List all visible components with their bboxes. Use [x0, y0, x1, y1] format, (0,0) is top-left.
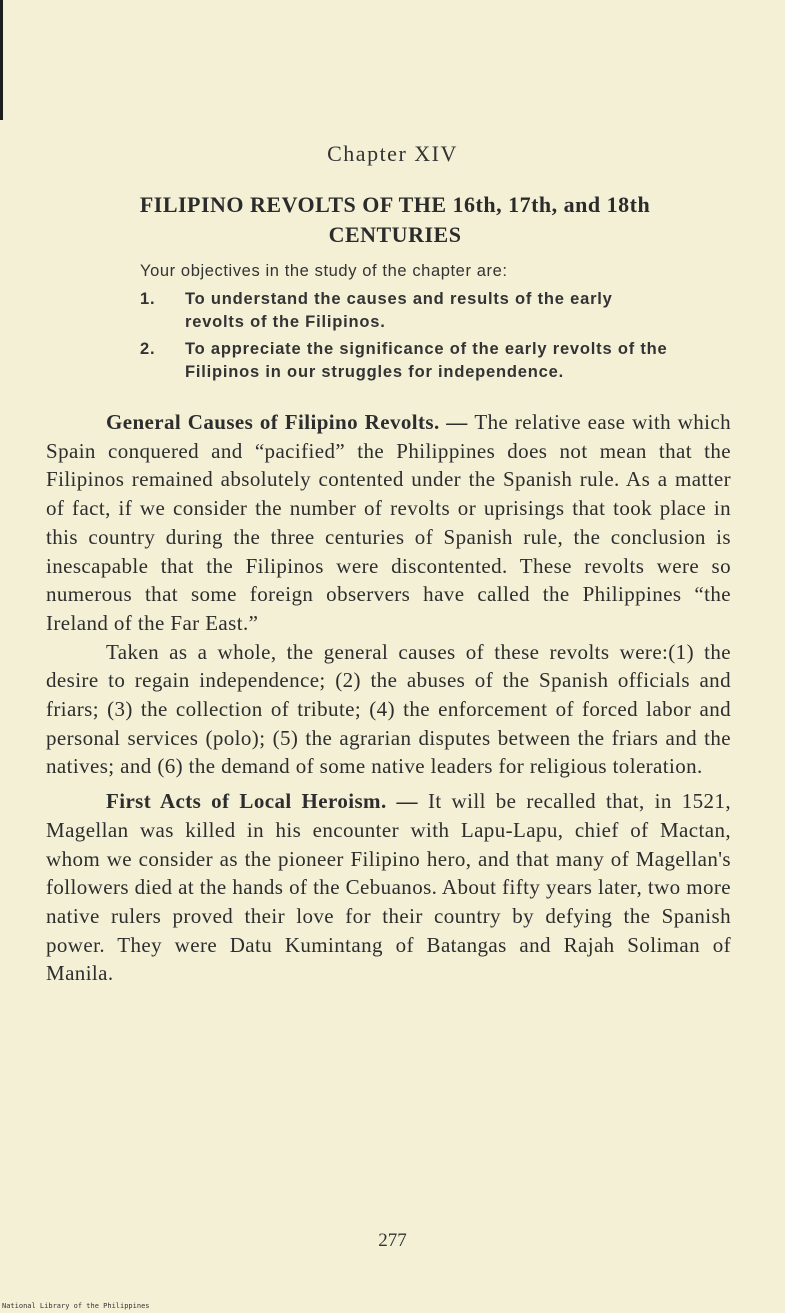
paragraph-text: It will be recalled that, in 1521, Magellan was killed in his encounter with Lapu-Lapu, chief of Mactan, whom we consider as the pioneer Filipino hero, and that many of Magellan's followers died at the hands of the Cebuanos. About fifty years later, two more native rulers proved their love for their country by defying the Spanish power. They were Datu Kumintang of Batangas and Rajah Soliman of Manila. — [46, 789, 732, 986]
paragraph-local-heroism — [46, 787, 731, 988]
section-heading: First Acts of Local Heroism. — — [106, 789, 428, 814]
objective-item — [140, 288, 670, 334]
objective-text: To understand the causes and results of the early revolts of the Filipinos. — [185, 290, 613, 331]
chapter-title-line-2: CENTURIES — [328, 222, 462, 247]
paragraph-causes-list — [46, 638, 731, 782]
objective-number: 2. — [140, 340, 156, 358]
objective-item — [140, 338, 670, 384]
paragraph-general-causes — [46, 408, 731, 638]
objectives-box — [140, 260, 670, 388]
section-heading: General Causes of Filipino Revolts. — — [106, 410, 475, 434]
objectives-intro: Your objectives in the study of the chapter are: — [140, 262, 508, 280]
body-text — [46, 408, 731, 988]
chapter-title-line-1: FILIPINO REVOLTS OF THE 16th, 17th, and 18th — [139, 192, 651, 217]
paragraph-text: Taken as a whole, the general causes of these revolts were:(1) the desire to regain independence; (2) the abuses of the Spanish officials and friars; (3) the collection of tribute; (4) the enforcement of forced labor and personal services (polo); (5) the agrarian disputes between the friars and the natives; and (6) the demand of some native leaders for religious toleration. — [46, 639, 731, 779]
page-number: 277 — [378, 1230, 407, 1251]
objective-number: 1. — [140, 290, 156, 308]
chapter-title — [90, 190, 700, 250]
paragraph-text: The relative ease with which Spain conquered and “pacified” the Philippines does not mean that the Filipinos remained absolutely contented under the Spanish rule. As a matter of fact, if we consider the number of revolts or uprisings that took place in this country during the three centuries of Spanish rule, the conclusion is inescapable that the Filipinos were discontented. These revolts were so numerous that some foreign observers have called the Philippines “the Ireland of the Far East.” — [46, 410, 731, 635]
chapter-label: Chapter XIV — [327, 141, 458, 166]
footer-credit: National Library of the Philippines — [2, 1302, 150, 1310]
objective-text: To appreciate the significance of the early revolts of the Filipinos in our struggles for independence. — [185, 340, 668, 381]
